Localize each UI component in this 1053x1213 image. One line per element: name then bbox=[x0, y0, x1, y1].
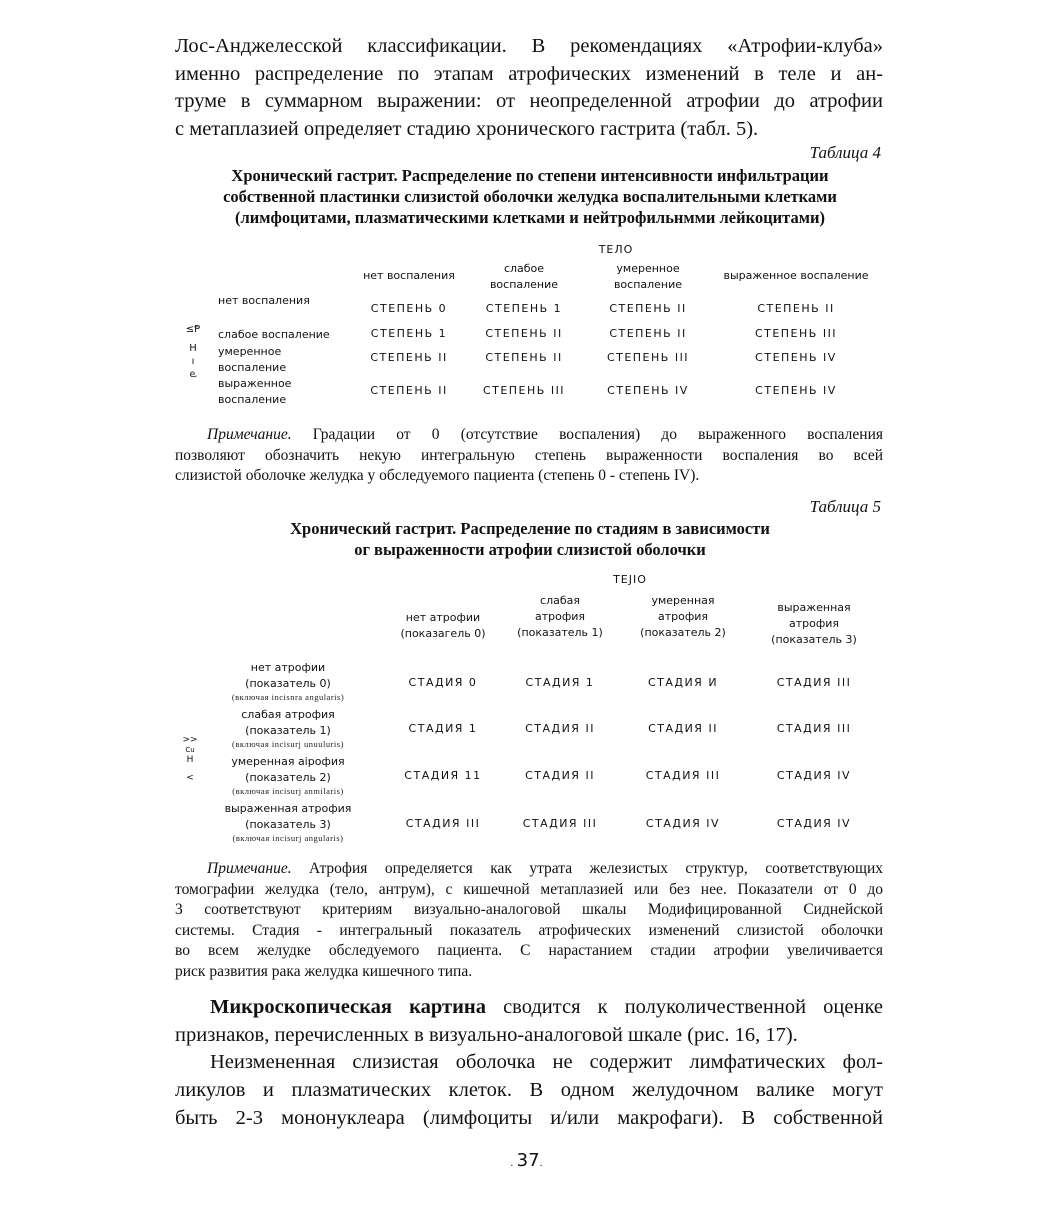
table5-col-header bbox=[754, 600, 874, 648]
col-header-line: слабое bbox=[503, 262, 545, 275]
side-glyph: ⱸ bbox=[189, 369, 197, 380]
page-number: . 37. bbox=[510, 1150, 543, 1171]
note-line: слизистой оболочке желудка у обследуемого пациента (степень 0 - степень IV). bbox=[175, 467, 700, 484]
table4-number: Таблица 4 bbox=[809, 143, 881, 162]
table5-row-label bbox=[218, 754, 358, 797]
table4-cell: СТЕПЕНЬ IV bbox=[755, 351, 837, 364]
table4-col-header bbox=[716, 268, 876, 284]
col-header-line: выраженная bbox=[777, 601, 851, 614]
body-line: Неизмененная слизистая оболочка не содержит лимфатических фол- bbox=[210, 1051, 883, 1073]
row-label-line: (показатель 2) bbox=[245, 771, 331, 784]
table4-cell: СТЕПЕНЬ III bbox=[754, 327, 838, 340]
row-label-line: выраженное bbox=[218, 377, 292, 390]
intro-line: труме в суммарном выражении: от неопределенной атрофии до атрофии bbox=[175, 90, 883, 112]
table4-cell: СТЕПЕНЬ IV bbox=[607, 384, 689, 397]
table5-title-line: ог выраженности атрофии слизистой оболочки bbox=[354, 540, 706, 559]
row-label-line: умеренная aiрофия bbox=[231, 755, 345, 768]
body-paragraph-2 bbox=[175, 1048, 883, 1132]
row-label-sub: (включая incisurj angularis) bbox=[232, 833, 344, 843]
table5-cell: СТАДИЯ IV bbox=[645, 817, 721, 830]
table5-cell: СТАДИЯ IV bbox=[776, 817, 852, 830]
col-header-line: выраженное воспаление bbox=[723, 269, 869, 282]
table5-title-line: Хронический гастрит. Распределение по стадиям в зависимости bbox=[290, 519, 770, 538]
col-header-line: слабая bbox=[540, 594, 580, 607]
table5-cell: СТАДИЯ 11 bbox=[404, 769, 482, 782]
table4-note bbox=[175, 425, 883, 487]
col-header-line: (показатель 3) bbox=[771, 633, 857, 646]
table4-cell: СТЕПЕНЬ 0 bbox=[370, 302, 448, 315]
table4-group-header: ТЕЛО bbox=[598, 243, 634, 256]
row-label-line: (показатель 3) bbox=[245, 818, 331, 831]
body-line: ликулов и плазматических клеток. В одном желудочном валике могут bbox=[175, 1079, 883, 1101]
table5-cell: СТАДИЯ 1 bbox=[525, 676, 595, 689]
row-label-line: нет атрофии bbox=[250, 661, 326, 674]
note-label: Примечание. bbox=[207, 860, 292, 877]
note-label: Примечание. bbox=[207, 426, 292, 443]
table4-cell: СТЕПЕНЬ 1 bbox=[485, 302, 563, 315]
table4-cell: СТЕПЕНЬ III bbox=[606, 351, 690, 364]
col-header-line: умеренная bbox=[651, 594, 715, 607]
row-label-sub: (включая incisurj unuuluris) bbox=[232, 739, 344, 749]
col-header-line: воспаление bbox=[613, 278, 683, 291]
note-line: позволяют обозначить некую интегральную степень выраженности воспаления во всей bbox=[175, 446, 883, 464]
table5-cell: СТАДИЯ III bbox=[776, 722, 852, 735]
table4-cell: СТЕПЕНЬ II bbox=[485, 327, 563, 340]
col-header-line: атрофия bbox=[657, 610, 709, 623]
table5-col-header bbox=[623, 593, 743, 641]
note-line: Атрофия определяется как утрата железистых структур, соответствующих bbox=[291, 860, 883, 877]
table5-cell: СТАДИЯ III bbox=[522, 817, 598, 830]
side-glyph: Cu bbox=[185, 746, 195, 754]
table5-note bbox=[175, 859, 883, 982]
table5-cell: СТАДИЯ II bbox=[525, 722, 595, 735]
note-line: Градации от 0 (отсутствие воспаления) до выраженного воспаления bbox=[291, 426, 883, 443]
col-header-line: (показагель 0) bbox=[400, 627, 486, 640]
table5-cell: СТАДИЯ IV bbox=[776, 769, 852, 782]
row-label-sub: (включая incisnra angularis) bbox=[231, 692, 345, 702]
row-label-line: выраженная атрофия bbox=[224, 802, 352, 815]
note-line: во всем желудке обследуемого пациента. С нарастанием стадии атрофии увеличивается bbox=[175, 942, 883, 959]
note-line: риск развития рака желудка кишечного типа. bbox=[175, 962, 473, 980]
note-line: 3 соответствуют критериям визуально-аналоговой шкалы Модифицированной Сиднейской bbox=[175, 901, 883, 918]
row-label-line: воспаление bbox=[218, 393, 287, 406]
table5-cell: СТАДИЯ II bbox=[525, 769, 595, 782]
row-label-line: воспаление bbox=[218, 361, 287, 374]
table4-title-line: Хронический гастрит. Распределение по степени интенсивности инфильтрации bbox=[231, 166, 829, 185]
col-header-line: нет воспаления bbox=[363, 269, 455, 282]
table4-title-line: (лимфоцитами, плазматическими клетками и нейтрофильнмми лейкоцитами) bbox=[235, 208, 825, 227]
table5-col-header bbox=[500, 593, 620, 641]
side-glyph: ≤Ᵽ bbox=[185, 324, 201, 335]
side-glyph: Н bbox=[189, 343, 197, 354]
body-line: сводится к полуколичественной оценке bbox=[485, 996, 883, 1018]
table5-col-header bbox=[383, 610, 503, 642]
col-header-line: воспаление bbox=[489, 278, 559, 291]
table4-col-header bbox=[469, 261, 579, 293]
table5-row-label bbox=[218, 660, 358, 703]
table4-cell: СТЕПЕНЬ II bbox=[609, 327, 687, 340]
col-header-line: умеренное bbox=[616, 262, 680, 275]
table4-cell: СТЕПЕНЬ II bbox=[609, 302, 687, 315]
table4-cell: СТЕПЕНЬ II bbox=[370, 351, 448, 364]
intro-paragraph bbox=[175, 33, 883, 143]
table4-cell: СТЕПЕНЬ II bbox=[370, 384, 448, 397]
intro-line: именно распределение по этапам атрофических изменений в теле и ан- bbox=[175, 62, 883, 85]
table5-row-label bbox=[218, 801, 358, 844]
table4-row-label: нет воспаления bbox=[218, 294, 310, 307]
body-line: быть 2-3 мононуклеара (лимфоциты и/или макрофаги). В собственной bbox=[175, 1107, 883, 1129]
bold-term: Микроскопическая картина bbox=[210, 996, 486, 1018]
table4-cell: СТЕПЕНЬ 1 bbox=[370, 327, 448, 340]
col-header-line: (показатель 2) bbox=[640, 626, 726, 639]
table4-side-label bbox=[183, 323, 203, 381]
table4-cell: СТЕПЕНЬ III bbox=[482, 384, 566, 397]
row-label-line: умеренное bbox=[218, 345, 282, 358]
table5-cell: СТАДИЯ III bbox=[776, 676, 852, 689]
table5-cell: СТАДИЯ III bbox=[645, 769, 721, 782]
side-glyph: ı bbox=[191, 356, 195, 367]
table5-cell: СТАДИЯ 0 bbox=[408, 676, 478, 689]
table4-cell: СТЕПЕНЬ II bbox=[757, 302, 835, 315]
side-glyph: >> bbox=[182, 735, 198, 745]
table4-col-header bbox=[588, 261, 708, 293]
table4-row-label bbox=[218, 344, 286, 376]
table5-cell: СТАДИЯ 1 bbox=[408, 722, 478, 735]
row-label-sub: (включая incisurj anmilaris) bbox=[232, 786, 344, 796]
table4-row-label: слабое воспаление bbox=[218, 328, 330, 341]
col-header-line: нет атрофии bbox=[405, 611, 481, 624]
table5-cell: СТАДИЯ II bbox=[648, 722, 718, 735]
table5-row-label bbox=[218, 707, 358, 750]
table5-cell: СТАДИЯ III bbox=[405, 817, 481, 830]
col-header-line: (показатель 1) bbox=[517, 626, 603, 639]
row-label-line: (показатель 0) bbox=[245, 677, 331, 690]
body-paragraph-1 bbox=[175, 993, 883, 1049]
col-header-line: атрофия bbox=[788, 617, 840, 630]
page-number-value: 37 bbox=[516, 1150, 540, 1171]
row-label-line: (показатель 1) bbox=[245, 724, 331, 737]
table5-number: Таблица 5 bbox=[809, 497, 881, 516]
table5-side-label bbox=[181, 735, 199, 783]
table4-title bbox=[160, 165, 900, 228]
side-glyph: < bbox=[186, 773, 194, 783]
intro-line: с метаплазией определяет стадию хронического гастрита (табл. 5). bbox=[175, 117, 759, 140]
intro-line: Лос-Анджелесской классификации. В рекомендациях «Атрофии-клуба» bbox=[175, 35, 883, 57]
table5-group-header: TEJIO bbox=[613, 573, 647, 586]
side-glyph: Н bbox=[186, 755, 194, 765]
col-header-line: атрофия bbox=[534, 610, 586, 623]
body-line: признаков, перечисленных в визуально-аналоговой шкале (рис. 16, 17). bbox=[175, 1024, 798, 1046]
table5-title bbox=[160, 518, 900, 560]
table4-title-line: собственной пластинки слизистой оболочки желудка воспалительными клетками bbox=[223, 187, 837, 206]
table4-col-header bbox=[349, 268, 469, 284]
table5-cell: СТАДИЯ И bbox=[647, 676, 719, 689]
note-line: томографии желудка (тело, антрум), с кишечной метаплазией или без нее. Показатели от 0 до bbox=[175, 880, 883, 898]
row-label-line: слабая атрофия bbox=[241, 708, 335, 721]
table4-cell: СТЕПЕНЬ IV bbox=[755, 384, 837, 397]
note-line: системы. Стадия - интегральный показатель атрофических изменений слизистой оболочки bbox=[175, 921, 883, 939]
table4-row-label bbox=[218, 376, 291, 408]
table4-cell: СТЕПЕНЬ II bbox=[485, 351, 563, 364]
